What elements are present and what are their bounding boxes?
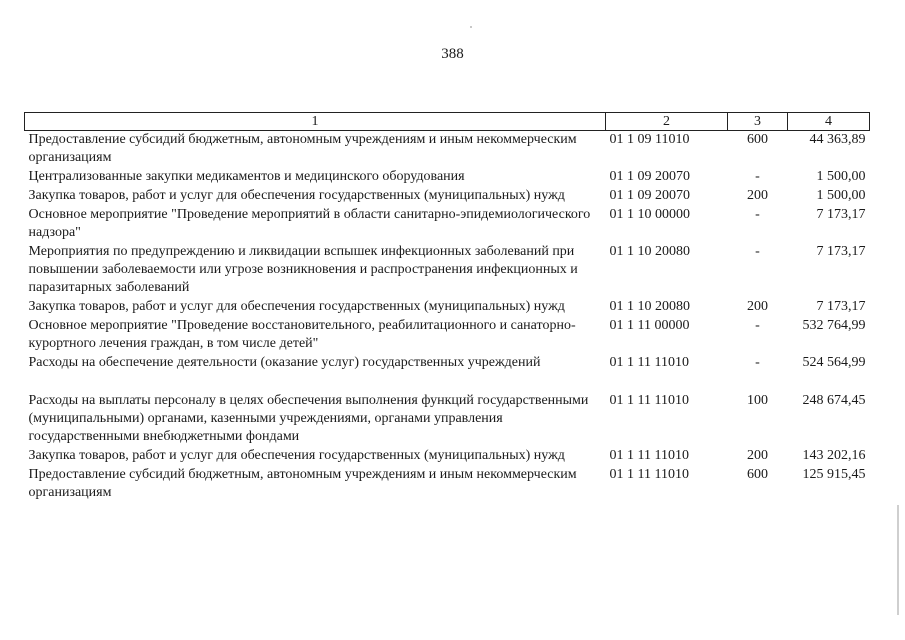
row-amount: 524 564,99	[802, 355, 866, 370]
row-type: 200	[747, 188, 768, 203]
table-row	[25, 131, 870, 169]
scan-edge-mark	[897, 505, 899, 615]
table-header-row	[25, 113, 870, 131]
row-code: 01 1 09 20070	[609, 169, 690, 184]
row-type: 200	[747, 448, 768, 463]
table-row	[25, 466, 870, 503]
row-amount: 248 674,45	[802, 393, 866, 408]
row-amount: 143 202,16	[802, 448, 866, 463]
table-row	[25, 206, 870, 243]
row-type: -	[755, 244, 760, 259]
row-code: 01 1 10 20080	[609, 244, 690, 259]
row-code: 01 1 11 11010	[609, 467, 689, 482]
row-type: -	[755, 207, 760, 222]
budget-table	[24, 112, 870, 503]
table-row	[25, 317, 870, 354]
table-row	[25, 447, 870, 466]
row-name: Закупка товаров, работ и услуг для обеспечения государственных (муниципальных) нужд	[28, 188, 565, 203]
row-name: Расходы на выплаты персоналу в целях обеспечения выполнения функций государственными (муниципальными) органами, казенными учреждениями, органами управления государственными внебюджетными фондами	[28, 393, 589, 444]
column-header-type: 3	[728, 113, 788, 131]
column-header-amount: 4	[788, 113, 870, 131]
row-name: Основное мероприятие "Проведение восстановительного, реабилитационного и санаторно-курортного лечения граждан, в том числе детей"	[28, 318, 576, 351]
row-code: 01 1 10 20080	[609, 299, 690, 314]
row-name: Предоставление субсидий бюджетным, автономным учреждениям и иным некоммерческим организациям	[28, 467, 577, 500]
row-code: 01 1 10 00000	[609, 207, 690, 222]
row-type: 600	[747, 132, 768, 147]
row-type: -	[755, 169, 760, 184]
table-row	[25, 392, 870, 447]
row-type: 600	[747, 467, 768, 482]
row-amount: 1 500,00	[816, 169, 866, 184]
page-number: 388	[441, 46, 464, 62]
row-amount: 7 173,17	[816, 299, 866, 314]
row-name: Закупка товаров, работ и услуг для обеспечения государственных (муниципальных) нужд	[28, 448, 565, 463]
row-code: 01 1 11 11010	[609, 393, 689, 408]
row-name: Основное мероприятие "Проведение мероприятий в области санитарно-эпидемиологического надзора"	[28, 207, 591, 240]
row-name: Закупка товаров, работ и услуг для обеспечения государственных (муниципальных) нужд	[28, 299, 565, 314]
row-code: 01 1 11 11010	[609, 355, 689, 370]
row-type: 100	[747, 393, 768, 408]
row-type: -	[755, 355, 760, 370]
row-name: Централизованные закупки медикаментов и медицинского оборудования	[28, 169, 465, 184]
row-amount: 532 764,99	[802, 318, 866, 333]
row-name: Предоставление субсидий бюджетным, автономным учреждениям и иным некоммерческим организациям	[28, 132, 577, 165]
row-code: 01 1 09 20070	[609, 188, 690, 203]
row-type: -	[755, 318, 760, 333]
row-code: 01 1 11 00000	[609, 318, 690, 333]
table-row	[25, 354, 870, 392]
column-header-name: 1	[25, 113, 606, 131]
row-type: 200	[747, 299, 768, 314]
row-name: Мероприятия по предупреждению и ликвидации вспышек инфекционных заболеваний при повышении заболеваемости или угрозе возникновения и распространения инфекционных и паразитарных заболеваний	[28, 244, 578, 295]
row-code: 01 1 09 11010	[609, 132, 690, 147]
table-row	[25, 168, 870, 187]
row-amount: 7 173,17	[816, 244, 866, 259]
row-name: Расходы на обеспечение деятельности (оказание услуг) государственных учреждений	[28, 355, 541, 370]
scan-speck	[470, 26, 472, 28]
table-row	[25, 298, 870, 317]
row-amount: 7 173,17	[816, 207, 866, 222]
row-amount: 125 915,45	[802, 467, 866, 482]
table-row	[25, 187, 870, 206]
column-header-code: 2	[606, 113, 728, 131]
table-row	[25, 243, 870, 298]
row-amount: 44 363,89	[809, 132, 866, 147]
row-amount: 1 500,00	[816, 188, 866, 203]
row-code: 01 1 11 11010	[609, 448, 689, 463]
